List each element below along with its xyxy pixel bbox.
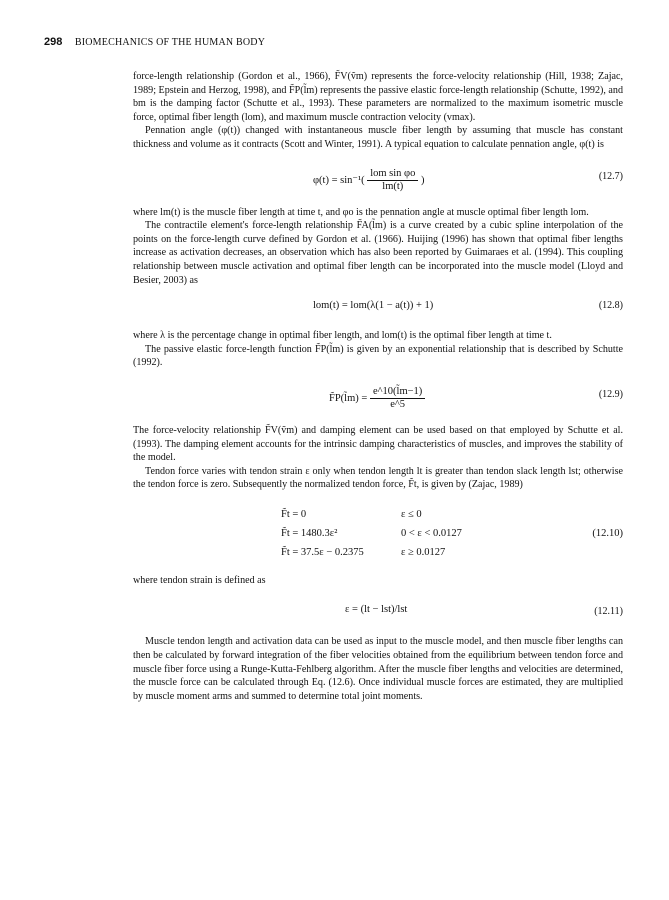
running-title: BIOMECHANICS OF THE HUMAN BODY	[74, 37, 266, 48]
eq8-expression: lom(t) = lom(λ(1 − a(t)) + 1)	[313, 300, 434, 312]
equation-12-9	[133, 376, 623, 416]
paragraph-3: where lm(t) is the muscle fiber length at time t, and φo is the pennation angle at muscle optimal fiber length lom.	[133, 206, 589, 218]
eq7-numerator: lom sin φo	[367, 168, 418, 181]
paragraph-7: The force-velocity relationship F̃V(ṽm) and damping element can be used based on that employed by Schutte et al. (1993). The damping element accounts for the intrinsic damping characteristics of muscles, and improves the stability of the model.	[133, 424, 623, 464]
paragraph-9: where tendon strain is defined as	[133, 574, 266, 586]
eq7-fraction	[367, 168, 418, 193]
page-body	[133, 70, 623, 703]
eq9-number: (12.9)	[598, 388, 623, 400]
eq9-denominator: e^5	[390, 398, 406, 410]
eq10-case-2-cond: 0 < ε < 0.0127	[401, 527, 462, 539]
eq7-number: (12.7)	[598, 170, 623, 182]
paragraph-10: Muscle tendon length and activation data can be used as input to the muscle model, and then muscle fiber lengths can then be calculated by forward integration of the fiber velocities obtained from the equilibrium between tendon force and muscle fiber force using a Runge-Kutta-Fehlberg algorithm. After the muscle fiber lengths and velocities are determined, the muscle force can be calculated through Eq. (12.6). Once individual muscle forces are estimated, they are multiplied by muscle moment arms and summed to determine total joint moments.	[133, 636, 623, 702]
eq8-number: (12.8)	[598, 300, 623, 312]
paragraph-1: force-length relationship (Gordon et al., 1966), F̃V(ṽm) represents the force-velocity relationship (Hill, 1938; Zajac, 1989; Epstein and Herzog, 1998), and F̃P(l̃m) represents the passive elastic force-length relationship (Schutte, 1992), and bm is the damping factor (Schutte et al., 1993). These parameters are normalized to the maximum isometric muscle force, optimal fiber length (lom), and maximum muscle contraction velocity (vmax).	[133, 71, 623, 123]
eq10-case-1-expr: F̃t = 0	[281, 508, 307, 520]
paragraph-4: The contractile element's force-length relationship F̃A(l̃m) is a curve created by a cubic spline interpolation of the points on the force-length curve defined by Gordon et al. (1966). Huijing (1996) has shown that optimal fiber lengths increase as activation decreases, an observation which has also been reported by Guimaraes et al. (1994). This coupling relationship between muscle activation and optimal fiber length can be incorporated into the muscle model (Lloyd and Besier, 2003) as	[133, 220, 623, 286]
eq10-case-3-cond: ε ≥ 0.0127	[401, 546, 446, 558]
eq7-rhs: )	[421, 174, 425, 186]
running-header	[44, 36, 624, 52]
eq10-case-1-cond: ε ≤ 0	[401, 508, 422, 520]
paragraph-8: Tendon force varies with tendon strain ε only when tendon length lt is greater than tendon slack length lst; otherwise the tendon force is zero. Subsequently the normalized tendon force, F̃t, is given by (Zajac, 1989)	[133, 465, 623, 491]
eq11-number: (12.11)	[594, 606, 623, 618]
eq7-denominator: lm(t)	[382, 180, 404, 192]
page-number: 298	[44, 36, 63, 48]
eq11-expression: ε = (lt − lst)/lst	[345, 604, 408, 616]
paragraph-6: The passive elastic force-length function F̃P(l̃m) is given by an exponential relationship that is described by Schutte (1992).	[133, 343, 623, 369]
paragraph-2: Pennation angle (φ(t)) changed with instantaneous muscle fiber length by assuming that muscle has constant thickness and volume as it contracts (Scott and Winter, 1991). A typical equation to calculate pennation angle, φ(t) is	[133, 125, 623, 150]
equation-12-10	[133, 500, 623, 566]
eq9-numerator: e^10(l̃m−1)	[370, 386, 425, 399]
eq10-case-3-expr: F̃t = 37.5ε − 0.2375	[281, 546, 364, 558]
equation-12-8	[133, 293, 623, 321]
eq7-lhs: φ(t) = sin⁻¹(	[313, 174, 365, 186]
eq9-fraction	[370, 386, 425, 411]
eq9-lhs: F̃P(l̃m) =	[329, 392, 368, 404]
equation-12-11	[133, 593, 623, 627]
eq10-case-2-expr: F̃t = 1480.3ε²	[281, 527, 338, 539]
eq10-number: (12.10)	[592, 527, 623, 539]
equation-12-7	[133, 158, 623, 198]
paragraph-5: where λ is the percentage change in optimal fiber length, and lom(t) is the optimal fiber length at time t.	[133, 330, 552, 342]
